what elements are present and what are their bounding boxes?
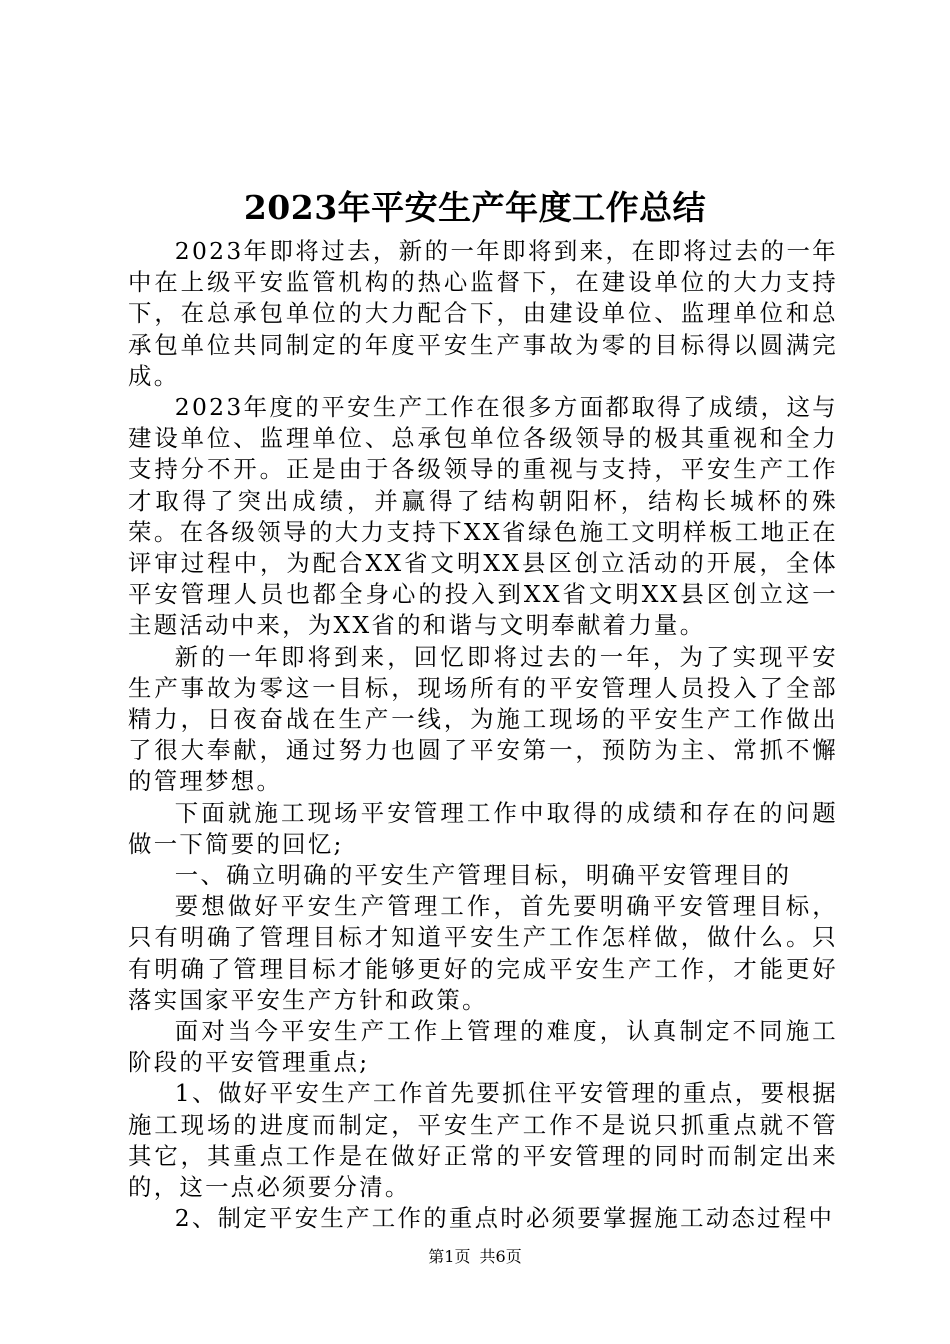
section-heading-1: 一、确立明确的平安生产管理目标，明确平安管理目的: [174, 861, 792, 890]
paragraph-3: 新的一年即将到来，回忆即将过去的一年，为了实现平安生产事故为零这一目标，现场所有的平安管理人员投入了全部精力，日夜奋战在生产一线，为施工现场的平安生产工作做出了很大奉献，通过努力也圆了平安第一，预防为主、常抓不懈的管理梦想。: [128, 642, 838, 796]
paragraph-1: 2023年即将过去，新的一年即将到来，在即将过去的一年中在上级平安监管机构的热心监督下，在建设单位的大力支持下，在总承包单位的大力配合下，由建设单位、监理单位和总承包单位共同制定的年度平安生产事故为零的目标得以圆满完成。: [128, 237, 838, 390]
paragraph-5: 要想做好平安生产管理工作，首先要明确平安管理目标，只有明确了管理目标才知道平安生产工作怎样做，做什么。只有明确了管理目标才能够更好的完成平安生产工作，才能更好落实国家平安生产方针和政策。: [128, 892, 838, 1014]
page-footer: [0, 1245, 950, 1269]
page-number: 第1页: [428, 1247, 471, 1266]
document-body: [128, 236, 838, 1235]
paragraph-6: 面对当今平安生产工作上管理的难度，认真制定不同施工阶段的平安管理重点;: [128, 1017, 838, 1077]
list-item-2: 2、制定平安生产工作的重点时必须要掌握施工动态过程中: [174, 1204, 835, 1233]
document-title: 2023年平安生产年度工作总结: [243, 188, 707, 227]
paragraph-4: 下面就施工现场平安管理工作中取得的成绩和存在的问题做一下简要的回忆;: [128, 798, 838, 858]
list-item-1: 1、做好平安生产工作首先要抓住平安管理的重点，要根据施工现场的进度而制定，平安生产工作不是说只抓重点就不管其它，其重点工作是在做好正常的平安管理的同时而制定出来的，这一点必须要分清。: [128, 1079, 838, 1202]
paragraph-2: 2023年度的平安生产工作在很多方面都取得了成绩，这与建设单位、监理单位、总承包单位各级领导的极其重视和全力支持分不开。正是由于各级领导的重视与支持，平安生产工作才取得了突出成绩，并赢得了结构朝阳杯，结构长城杯的殊荣。在各级领导的大力支持下XX省绿色施工文明样板工地正在评审过程中，为配合XX省文明XX县区创立活动的开展，全体平安管理人员也都全身心的投入到XX省文明XX县区创立这一主题活动中来，为XX省的和谐与文明奉献着力量。: [128, 393, 838, 640]
page-total: 共6页: [479, 1247, 522, 1266]
